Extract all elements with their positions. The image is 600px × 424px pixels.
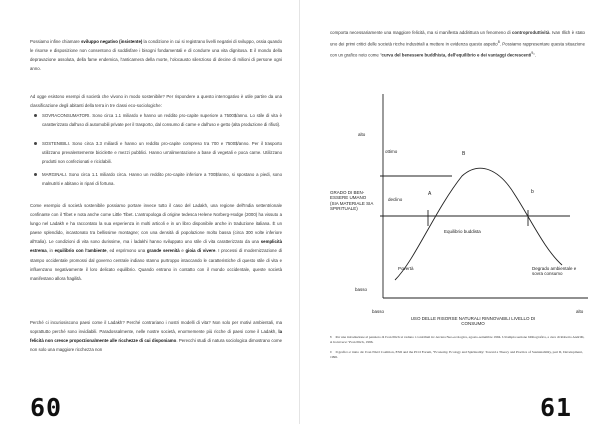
- label-low: basso: [355, 287, 368, 292]
- label-poverty: Povertà: [398, 266, 414, 271]
- wellbeing-curve: [395, 168, 562, 280]
- label-point-b: b: [531, 189, 534, 195]
- bullet-overconsumers: SOVRACONSUMATORI. Sono circa 1.1 miliardo e hanno un reddito pro-capite superiore a 7500$/anno. Lo stile di vita è caratterizzato dall'uso di automobili private per il trasporto, dal consumo di carne e dall'uso e getto (alta produzione di rifiuti).: [42, 111, 282, 129]
- label-environmental-degradation: Degrado ambientale e sovra consumo: [532, 266, 577, 277]
- label-optimum: ottimo: [385, 149, 398, 154]
- paragraph-negative-development: Possiamo infine chiamare sviluppo negativo (insistente) la condizione in cui si registrano livelli negativi di sviluppo, ossia quando le risorse e disposizione non consentono di soddisfare i bisogni fondamentali e di condurre una vita dignitosa. E il mondo della depravazione assoluta, della fame endemica, l'anticamera della morte, l'olocausto silenzioso di decine di milioni di persone ogni anno.: [30, 39, 282, 72]
- page-number-right: 61: [540, 393, 573, 422]
- label-buddhist-equilibrium: Equilibrio buddista: [444, 229, 481, 234]
- footnote-9: 9 Il grafico è tratto da: Ivan NGO Coalition, ESD and the PCO Forum, "Economy, Ecology and Spirituality: Toward a Theory and Practice of Sustainability, part II, Development, 1996.: [330, 350, 583, 359]
- label-point-a: A: [428, 191, 432, 197]
- bullet-dot-icon: [34, 114, 37, 117]
- page-number-left: 60: [30, 393, 63, 422]
- paragraph-classification-intro: Ad ogge esistono esempi di società che vivono in modo sostenibile? Per rispondere a questo interrogativo è utile partire da una classificazione degli abitanti della terra in tre classi eco-sociologiche:: [30, 94, 282, 109]
- paragraph-happiness: Perché ci incuriosiscono paesi come il Ladakh? Perché contrariano i nostri modelli di vita? Non solo per motivi ambientali, ma soprattutto perché sono invidiabili. Paradossalmente, nelle nostre società, enormemente più ricche di paesi come il Ladakh, la felicità non cresce proporzionalmente alle ricchezze di cui disponiamo. Perecchi studi di natura sociologica dimostrano come non solo una maggiore ricchezza non: [30, 320, 282, 353]
- bullet-dot-icon: [34, 142, 37, 145]
- y-axis-label: GRADO DI BEN-ESSERE UMANO (SIA MATERIALE SIA SPIRITUALE): [330, 190, 374, 212]
- label-point-b-upper: B: [462, 151, 466, 157]
- paragraph-counterproductivity: comporta necessariamente una maggiore felicità, ma si manifesta addirittura un fenomeno di controproduttività. Ivan Illich è stato uno dei primi critici delle società ricche industriali a mettere in evidenza questo aspetto$^8$. Possiamo rappresentare questa situazione con un grafico noto come "curva del benessere buddhista, dell'equilibrio e dei vantaggi decrescenti$^9$".: [330, 30, 585, 58]
- paragraph-ladakh: Come esempio di società sostenibile possiamo portare invece tutto il caso del Ladakh, una regione dell'India settentrionale confinante con il Tibet e nota anche come Little Tibet. L'antropologa di origine tedesca Helene Norberg-Hodge (2000) ha vissuto a lungo nel Ladakh e ha raccontato la sua esperienza in molti articoli e in un libro disponibile anche in traduzione italiana. È un paese splendido, incastonato tra bellissime montagne; con una densità di popolazione molto bassa (circa 300 volte inferiore all'Italia). Le condizioni di vita sono durissime, ma i ladakhi hanno sviluppato uno stile di vita caratterizzato da una semplicità estrema, in equilibrio con l'ambiente, ed esprimono una grande serenità e gioia di vivere. I processi di modernizzazione di stampo occidentale promossi dal governo centrale indiano stanno purtroppo intaccando le caratteristiche di questo stile di vita e influenzano negativamente il loro delicato equilibrio. Quando entrano in contatto con il mondo occidentale, queste società manifestano allora fragilità.: [30, 203, 282, 281]
- bullet-marginal: MARGINALI. Sono circa 1.1 miliardo circa. Hanno un reddito pro-capite inferiore a 700$/anno, si spostano a piedi, sono malnutriti e abitano in ripari di fortuna.: [42, 170, 282, 188]
- x-axis-low-label: basso: [372, 309, 385, 314]
- label-decline: declino: [388, 197, 403, 202]
- bullet-dot-icon: [34, 173, 37, 176]
- label-high: alto: [358, 132, 366, 137]
- x-axis-high-label: alto: [576, 309, 584, 314]
- footnote-8: 8 Per una introduzione al pensiero di Ivan Illich si vedano i contributi in: Arcana Neo-ecologica, agosto-settembre 1994. Un'ampia sezione bibliografica, a cura di Roberto Andrilli, si ha invece: Yvan Illich, 1996.: [330, 335, 585, 344]
- bullet-sustainable: SOSTENIBILI. Sono circa 3.3 miliardi e hanno un reddito pro-capite compreso tra 700 e 7500$/anno. Per il trasporto utilizzano prevalentemente biciclette e mezzi pubblici. Hanno un'alimentazione a base di vegetali e poca carne. Utilizzano prodotti non confezionati e riciclabili.: [42, 139, 282, 166]
- x-axis-label: USO DELLE RISORSE NATURALI RINNOVABILI LIVELLO DI CONSUMO: [410, 316, 536, 327]
- right-page: [300, 0, 600, 424]
